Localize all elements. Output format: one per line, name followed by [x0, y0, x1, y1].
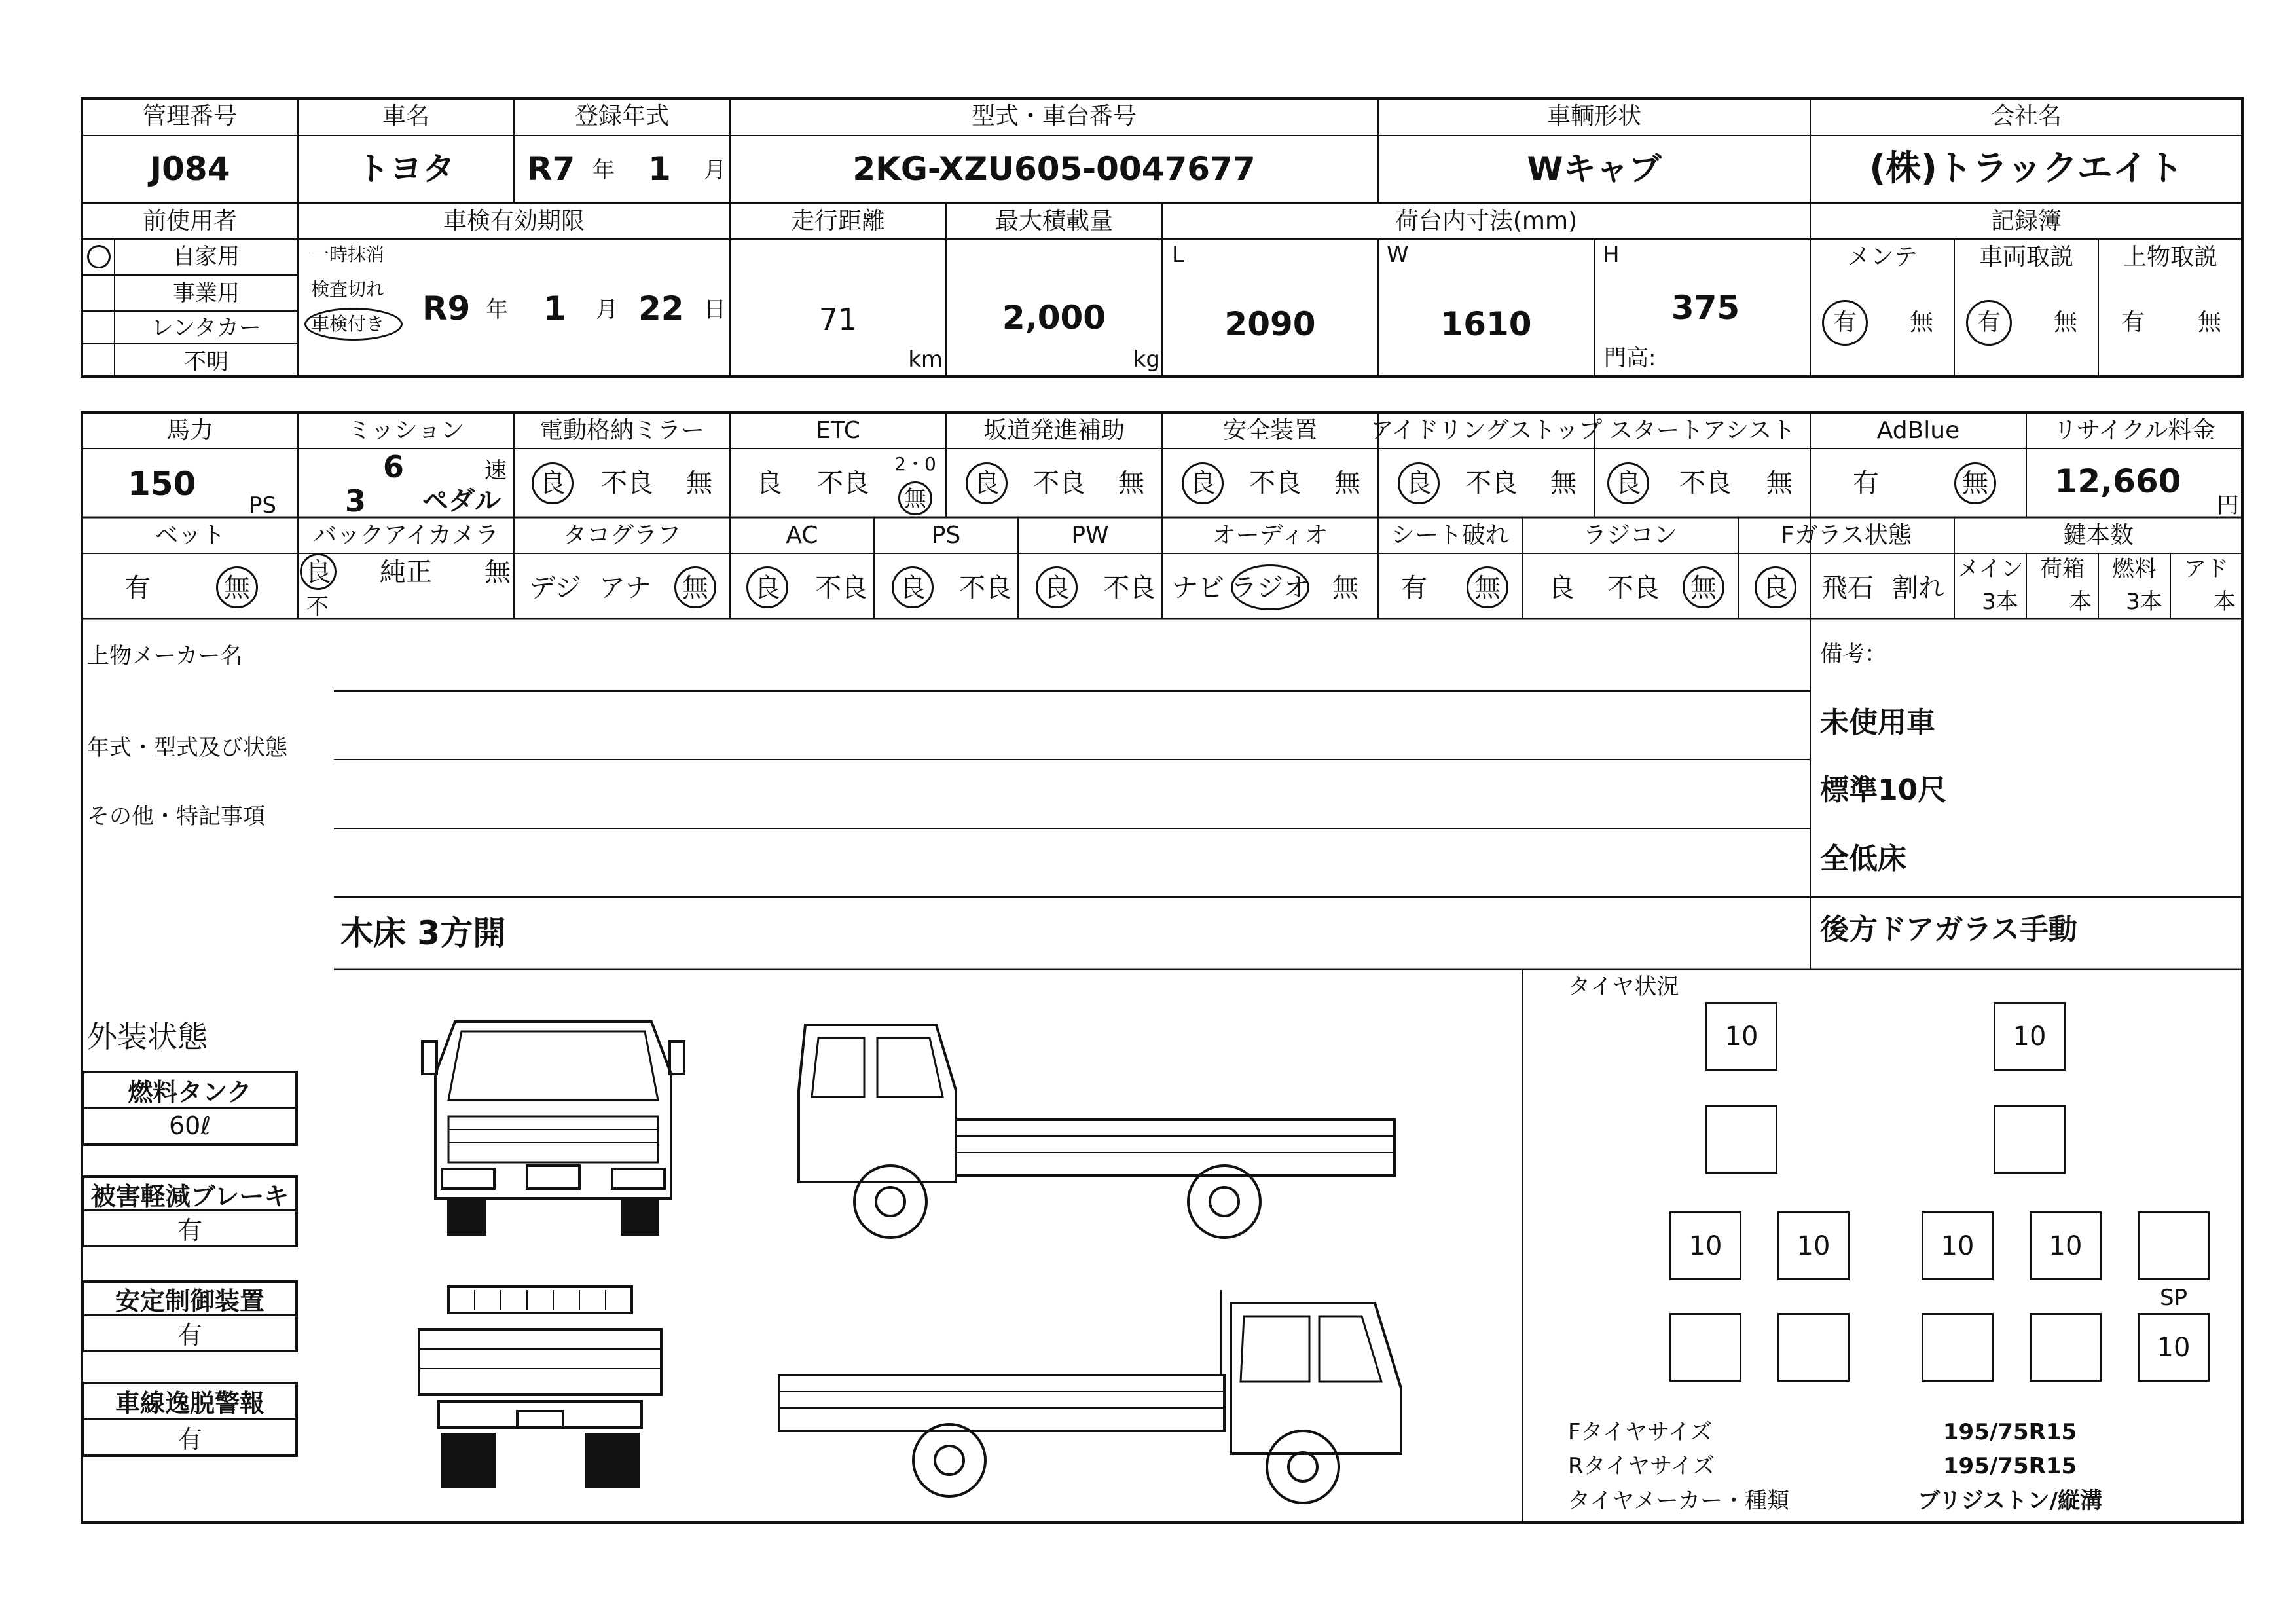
- nidai-h-value: 375: [1671, 289, 1740, 327]
- nidai-l-value: 2090: [1224, 305, 1316, 343]
- tire-mid-right: [1994, 1105, 2066, 1174]
- bed-no: 無: [224, 573, 250, 603]
- start-opt-2: 無: [1766, 468, 1793, 498]
- prev-user-3: 不明: [184, 349, 228, 375]
- backcam-opt-1: 純正: [380, 557, 432, 587]
- gaiso-label: 外装状態: [87, 1019, 208, 1054]
- audio-opt-2: 無: [1332, 573, 1358, 603]
- fglass-opt-2: 割れ: [1892, 573, 1944, 603]
- ps-opt-1: 不良: [959, 573, 1011, 603]
- truck-rear-view: [409, 1280, 671, 1516]
- sekisai-value: 2,000: [1002, 299, 1106, 337]
- anzen-opt-0: 良: [1190, 468, 1216, 498]
- tire-extra-box: [2138, 1211, 2210, 1280]
- f-tire-size-value: 195/75R15: [1942, 1419, 2077, 1445]
- header-katashiki: 型式・車台番号: [971, 103, 1137, 130]
- sekisai-unit: kg: [1133, 346, 1160, 373]
- mirror-opt-0: 良: [539, 468, 566, 498]
- adblue-no: 無: [1962, 468, 1988, 498]
- tire-rear2-left-outer: [1669, 1313, 1741, 1382]
- lane-value: 有: [177, 1424, 202, 1454]
- header-mirror: 電動格納ミラー: [539, 417, 705, 444]
- prev-user-1: 事業用: [173, 280, 240, 306]
- idling-opt-0: 良: [1406, 468, 1432, 498]
- uwamono-maker-label: 上物メーカー名: [87, 643, 243, 669]
- header-fglass: Fガラス状態: [1781, 522, 1912, 549]
- header-toroku: 登録年式: [574, 103, 670, 130]
- kiroku-0-no: 無: [1909, 309, 1934, 336]
- header-kanri: 管理番号: [142, 103, 238, 130]
- fuel-tank-title: 燃料タンク: [84, 1073, 295, 1109]
- shaken-tsuki-label: 月: [596, 297, 618, 323]
- audio-opt-1: ラジオ: [1231, 573, 1309, 603]
- key-cargo-count: 本: [2069, 589, 2092, 615]
- ps-opt-0: 良: [900, 573, 926, 603]
- nidai-h-label: H: [1603, 242, 1620, 268]
- kiroku-2-yes: 有: [2121, 309, 2145, 336]
- header-seat: シート破れ: [1391, 522, 1510, 549]
- tire-rear-left-inner: 10: [1777, 1211, 1850, 1280]
- seat-no: 無: [1474, 573, 1501, 603]
- header-bed: ベット: [154, 522, 226, 549]
- shaken-month: 1: [543, 289, 566, 327]
- tire-rear-left-outer: 10: [1669, 1211, 1741, 1280]
- header-bariki: 馬力: [166, 417, 214, 444]
- mission-speed: 6: [383, 449, 405, 485]
- tire-rear2-left-inner: [1777, 1313, 1850, 1382]
- tire-front-right: 10: [1994, 1002, 2066, 1071]
- hill-opt-1: 不良: [1033, 468, 1085, 498]
- prev-user-2: レンタカー: [151, 315, 261, 341]
- soko-value: 71: [818, 302, 858, 337]
- kiroku-1-yes: 有: [1977, 309, 2001, 336]
- pw-opt-0: 良: [1044, 573, 1070, 603]
- prev-user-0: 自家用: [173, 244, 240, 270]
- header-ac: AC: [786, 522, 818, 549]
- shaken-nen-label: 年: [486, 297, 508, 323]
- header-hill: 坂道発進補助: [983, 417, 1125, 444]
- f-tire-size-label: Fタイヤサイズ: [1568, 1419, 1713, 1445]
- anzen-opt-2: 無: [1334, 468, 1360, 498]
- floor-note: 木床 3方開: [340, 914, 506, 952]
- katashiki-value: 2KG-XZU605-0047677: [852, 150, 1256, 188]
- fuel-tank-value: 60ℓ: [168, 1111, 211, 1141]
- mirror-opt-1: 不良: [601, 468, 653, 498]
- header-mission: ミッション: [347, 417, 465, 444]
- header-radicon: ラジコン: [1582, 522, 1678, 549]
- recycle-value: 12,660: [2054, 462, 2181, 500]
- recycle-unit: 円: [2217, 492, 2239, 519]
- header-kaisha: 会社名: [1990, 103, 2062, 130]
- biko-label: 備考：: [1820, 641, 1887, 667]
- nidai-l-label: L: [1172, 242, 1184, 268]
- mirror-opt-2: 無: [686, 468, 712, 498]
- header-anzen: 安全装置: [1222, 417, 1318, 444]
- header-tacho: タコグラフ: [562, 522, 682, 549]
- key-fuel-count: 3本: [2126, 589, 2162, 615]
- backcam-opt-0: 良: [305, 557, 331, 587]
- mission-pedal: 3: [345, 483, 367, 519]
- kiroku-2-no: 無: [2197, 309, 2222, 336]
- shaken-era: R9: [422, 289, 471, 327]
- tire-spare-label: SP: [2159, 1285, 2188, 1311]
- stability-box: [82, 1280, 298, 1352]
- backcam-opt-3: 不: [306, 594, 329, 620]
- kiroku-0-yes: 有: [1832, 309, 1857, 336]
- tire-spare: 10: [2138, 1313, 2210, 1382]
- biko-line-0: 未使用車: [1820, 706, 1935, 739]
- header-keijo: 車輌形状: [1546, 103, 1642, 130]
- header-audio: オーディオ: [1212, 522, 1328, 549]
- stability-value: 有: [177, 1321, 202, 1350]
- tire-front-left: 10: [1705, 1002, 1777, 1071]
- radicon-opt-0: 良: [1548, 573, 1575, 603]
- shaken-opt-0: 一時抹消: [311, 244, 385, 265]
- shaken-opt-1: 検査切れ: [311, 278, 385, 300]
- fglass-opt-0: 良: [1762, 573, 1789, 603]
- jikayo-mark: [87, 245, 111, 268]
- header-adblue: AdBlue: [1876, 417, 1960, 444]
- soko-unit: km: [908, 346, 943, 373]
- bed-yes: 有: [124, 573, 151, 603]
- nidai-w-label: W: [1387, 242, 1409, 268]
- header-start: スタートアシスト: [1609, 417, 1796, 444]
- shaken-opt-2: 車検付き: [311, 313, 385, 335]
- lane-box: [82, 1382, 298, 1457]
- tire-rear2-right-inner: [1922, 1313, 1994, 1382]
- toroku-nen-label: 年: [592, 157, 615, 183]
- kanri-value: J084: [149, 150, 230, 188]
- lane-title: 車線逸脱警報: [84, 1384, 295, 1420]
- tire-rear-right-inner: 10: [1922, 1211, 1994, 1280]
- etc-opt-0: 良: [756, 468, 782, 498]
- shaken-nichi-label: 日: [704, 297, 726, 323]
- header-keys: 鍵本数: [2062, 522, 2134, 549]
- key-main-count: 3本: [1982, 589, 2018, 615]
- shaken-tsuki-circle: [304, 308, 403, 341]
- seat-yes: 有: [1401, 573, 1427, 603]
- tacho-opt-0: デジ: [529, 573, 581, 603]
- key-ad-count: 本: [2214, 589, 2236, 615]
- keijo-value: Wキャブ: [1527, 150, 1662, 188]
- header-soko: 走行距離: [790, 208, 886, 234]
- key-fuel-label: 燃料: [2112, 556, 2157, 582]
- tire-maker-value: ブリジストン/縦溝: [1917, 1488, 2103, 1514]
- idling-opt-1: 不良: [1465, 468, 1518, 498]
- toroku-tsuki-label: 月: [704, 157, 726, 183]
- header-backcam: バックアイカメラ: [313, 522, 499, 549]
- pw-opt-1: 不良: [1103, 573, 1156, 603]
- truck-front-view: [409, 1002, 697, 1238]
- etc-opt-2: 無: [904, 486, 926, 512]
- biko-line-3: 後方ドアガラス手動: [1820, 913, 2077, 946]
- stability-title: 安定制御装置: [84, 1283, 295, 1316]
- header-sekisai: 最大積載量: [994, 208, 1114, 234]
- etc-version: 2・0: [894, 453, 936, 475]
- header-pw: PW: [1071, 522, 1109, 549]
- key-cargo-label: 荷箱: [2040, 556, 2085, 582]
- tire-mid-left: [1705, 1105, 1777, 1174]
- header-shaken: 車検有効期限: [443, 208, 585, 234]
- kiroku-header-2: 上物取説: [2123, 244, 2218, 270]
- radicon-opt-1: 不良: [1607, 573, 1660, 603]
- header-ps: PS: [931, 522, 961, 549]
- toroku-era: R7: [527, 150, 575, 188]
- anzen-opt-1: 不良: [1249, 468, 1302, 498]
- tire-rear2-right-outer: [2030, 1313, 2102, 1382]
- key-main-label: メイン: [1957, 556, 2024, 582]
- nenshiki-label: 年式・型式及び状態: [87, 735, 287, 761]
- mission-speed-label: 速: [484, 458, 507, 484]
- nidai-w-value: 1610: [1440, 305, 1532, 343]
- shamei-value: トヨタ: [357, 150, 455, 188]
- shaken-day: 22: [638, 289, 684, 327]
- biko-line-2: 全低床: [1820, 842, 1906, 876]
- hill-opt-0: 良: [974, 468, 1000, 498]
- toroku-month: 1: [648, 150, 671, 188]
- sonota-label: その他・特記事項: [87, 803, 265, 830]
- tire-rear-right-outer: 10: [2030, 1211, 2102, 1280]
- kaisha-value: (株)トラックエイト: [1869, 147, 2183, 189]
- idling-opt-2: 無: [1550, 468, 1576, 498]
- kiroku-header-1: 車両取説: [1978, 244, 2074, 270]
- header-etc: ETC: [816, 417, 860, 444]
- truck-left-view: [792, 1012, 1408, 1247]
- truck-right-view: [773, 1290, 1421, 1513]
- fglass-opt-1: 飛石: [1821, 573, 1874, 603]
- header-recycle: リサイクル料金: [2053, 417, 2215, 444]
- start-opt-0: 良: [1615, 468, 1641, 498]
- kiroku-1-no: 無: [2053, 309, 2078, 336]
- brake-value: 有: [177, 1216, 202, 1245]
- biko-line-1: 標準10尺: [1820, 773, 1947, 807]
- audio-opt-0: ナビ: [1172, 573, 1224, 603]
- r-tire-size-label: Rタイヤサイズ: [1568, 1453, 1715, 1479]
- bariki-value: 150: [128, 465, 196, 503]
- ac-opt-0: 良: [754, 573, 780, 603]
- ac-opt-1: 不良: [815, 573, 867, 603]
- header-nidai: 荷台内寸法(mm): [1394, 208, 1578, 234]
- tire-status-label: タイヤ状況: [1568, 974, 1679, 1000]
- key-ad-label: アド: [2184, 556, 2229, 582]
- kiroku-header-0: メンテ: [1846, 244, 1918, 270]
- r-tire-size-value: 195/75R15: [1942, 1453, 2077, 1479]
- header-idling: アイドリングストップ: [1370, 417, 1603, 444]
- adblue-yes: 有: [1853, 468, 1879, 498]
- tacho-opt-1: アナ: [599, 573, 651, 603]
- header-kirokubo: 記録簿: [1990, 208, 2062, 234]
- radicon-opt-2: 無: [1690, 573, 1717, 603]
- start-opt-1: 不良: [1679, 468, 1732, 498]
- hill-opt-2: 無: [1118, 468, 1144, 498]
- brake-box: [82, 1175, 298, 1247]
- nidai-monko-label: 門高:: [1604, 345, 1656, 371]
- tacho-opt-2: 無: [682, 573, 708, 603]
- tire-maker-label: タイヤメーカー・種類: [1568, 1488, 1789, 1514]
- brake-title: 被害軽減ブレーキ: [84, 1178, 295, 1211]
- mission-pedal-label: ペダル: [422, 486, 501, 516]
- etc-opt-1: 不良: [817, 468, 869, 498]
- header-zenshiyo: 前使用者: [142, 208, 238, 234]
- fuel-tank-box: [82, 1071, 298, 1146]
- backcam-opt-2: 無: [484, 557, 511, 587]
- bariki-unit: PS: [249, 492, 277, 519]
- header-shamei: 車名: [382, 103, 430, 130]
